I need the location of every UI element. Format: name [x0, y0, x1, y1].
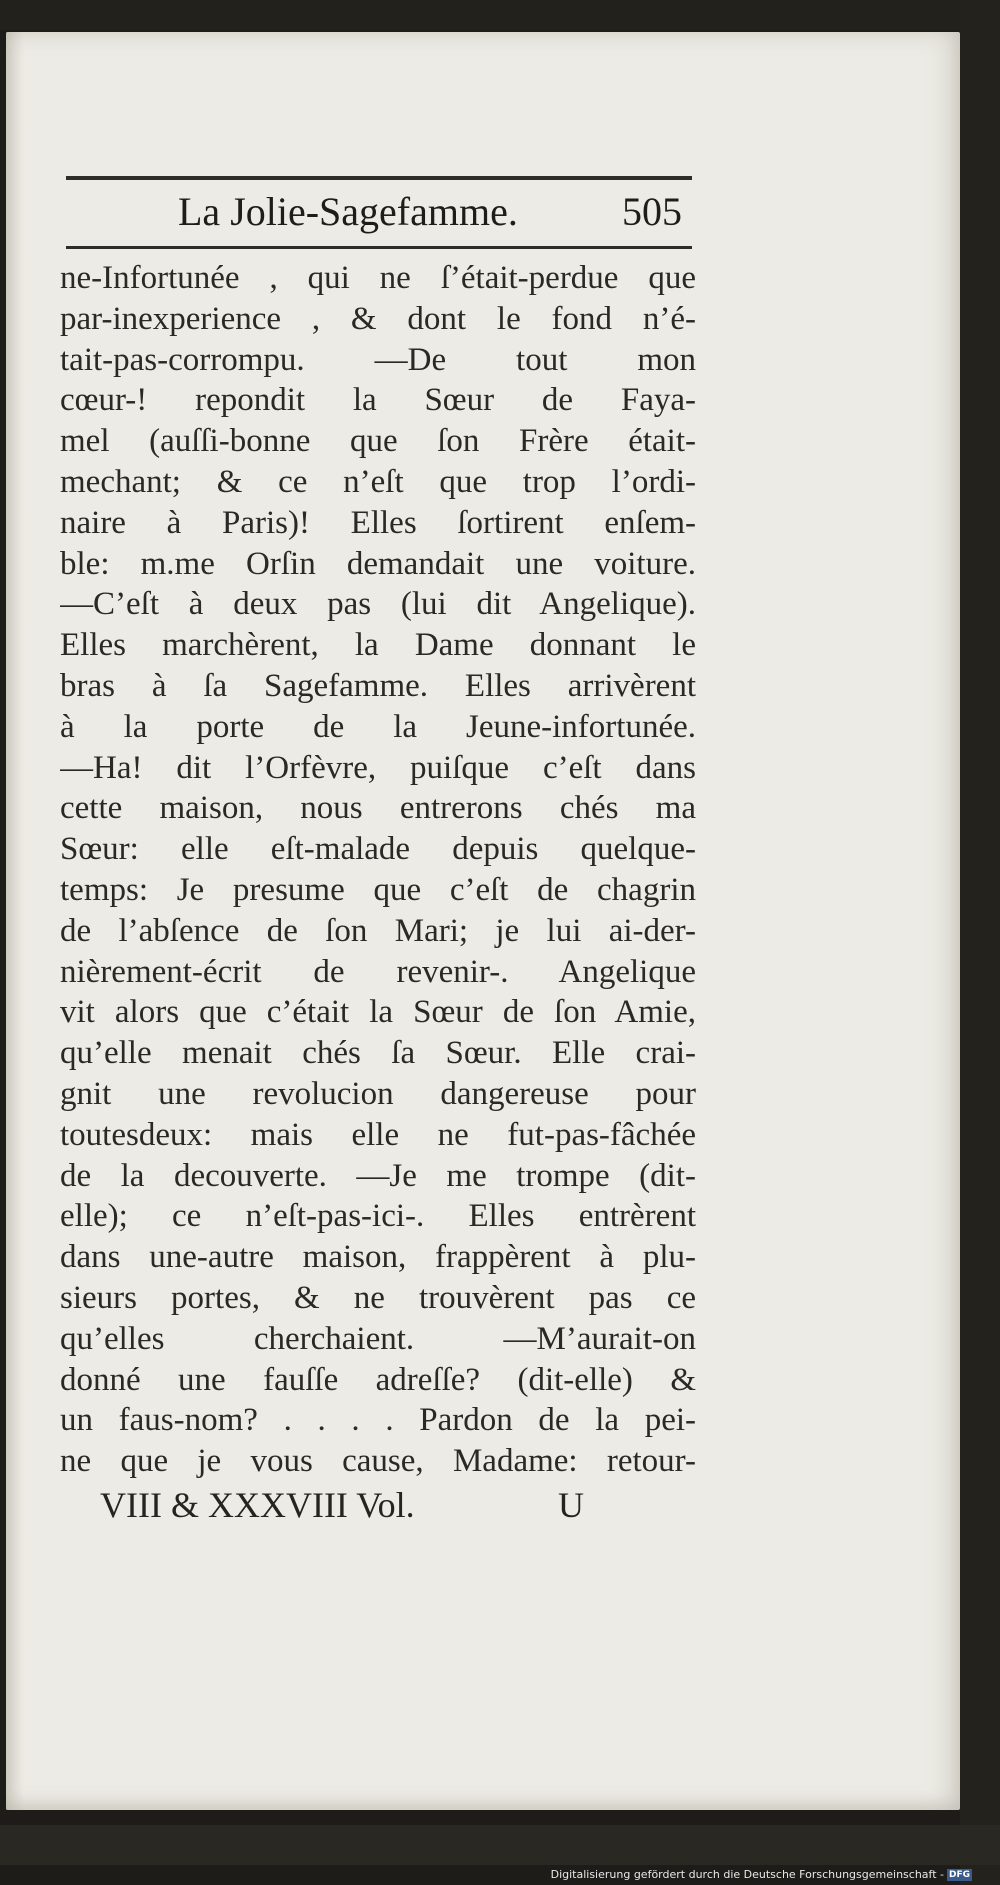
- scan-bottom-border: [0, 1825, 1000, 1865]
- text-line: bras à ſa Sagefamme. Elles arrivèrent: [60, 667, 696, 704]
- text-line: par-inexperience , & dont le fond n’é-: [60, 300, 696, 337]
- text-line: temps: Je presume que c’eſt de chagrin: [60, 871, 696, 908]
- text-line: cette maison, nous entrerons chés ma: [60, 790, 696, 827]
- text-line: gnit une revolucion dangereuse pour: [60, 1075, 696, 1112]
- digitization-credit: [551, 1868, 972, 1881]
- text-line: —C’eſt à deux pas (lui dit Angelique).: [60, 586, 696, 623]
- text-line: Elles marchèrent, la Dame donnant le: [60, 627, 696, 664]
- text-line: ne-Infortunée , qui ne ſ’était-perdue que: [60, 260, 696, 296]
- text-line: mel (auſſi-bonne que ſon Frère était-: [60, 423, 696, 460]
- text-line: un faus-nom? . . . . Pardon de la pei-: [60, 1402, 696, 1439]
- text-line: naire à Paris)! Elles ſortirent enſem-: [60, 504, 696, 541]
- text-line: vit alors que c’était la Sœur de ſon Amie,: [60, 994, 696, 1031]
- gathering-letter: U: [558, 1485, 584, 1525]
- text-line: tait-pas-corrompu. —De tout mon: [60, 341, 696, 378]
- text-line: Sœur: elle eſt-malade depuis quelque-: [60, 831, 696, 868]
- body-text: [60, 258, 696, 1482]
- text-line: cœur-! repondit la Sœur de Faya-: [60, 382, 696, 419]
- text-line: nièrement-écrit de revenir-. Angelique: [60, 953, 696, 990]
- text-line: sieurs portes, & ne trouvèrent pas ce: [60, 1279, 696, 1316]
- signature-mark: VIII & XXXVIII Vol.: [100, 1485, 415, 1525]
- header-rule-bottom: [66, 246, 692, 249]
- text-line: elle); ce n’eſt-pas-ici-. Elles entrèrent: [60, 1198, 696, 1235]
- text-line: qu’elle menait chés ſa Sœur. Elle crai-: [60, 1035, 696, 1072]
- text-line: de la decouverte. —Je me trompe (dit-: [60, 1157, 696, 1194]
- scan-top-border: [0, 0, 1000, 30]
- running-title: La Jolie-Sagefamme.: [178, 189, 518, 234]
- text-line: —Ha! dit l’Orfèvre, puiſque c’eſt dans: [60, 749, 696, 786]
- header-rule-top: [66, 176, 692, 180]
- text-line: dans une-autre maison, frappèrent à plu-: [60, 1239, 696, 1276]
- text-line: de l’abſence de ſon Mari; je lui ai-der-: [60, 912, 696, 949]
- dfg-logo: DFG: [948, 1869, 970, 1880]
- text-line: ble: m.me Orſin demandait une voiture.: [60, 545, 696, 582]
- scan-right-border: [960, 0, 1000, 1885]
- text-line: toutesdeux: mais elle ne fut-pas-fâchée: [60, 1116, 696, 1153]
- text-line: donné une fauſſe adreſſe? (dit-elle) &: [60, 1361, 696, 1398]
- text-line: mechant; & ce n’eſt que trop l’ordi-: [60, 463, 696, 500]
- text-line: qu’elles cherchaient. —M’aurait-on: [60, 1320, 696, 1357]
- text-line: ne que je vous cause, Madame: retour-: [60, 1443, 696, 1480]
- text-line: à la porte de la Jeune-infortunée.: [60, 708, 696, 745]
- page-number: 505: [622, 189, 682, 234]
- credit-text: Digitalisierung gefördert durch die Deutsche Forschungsgemeinschaft -: [550, 1868, 944, 1881]
